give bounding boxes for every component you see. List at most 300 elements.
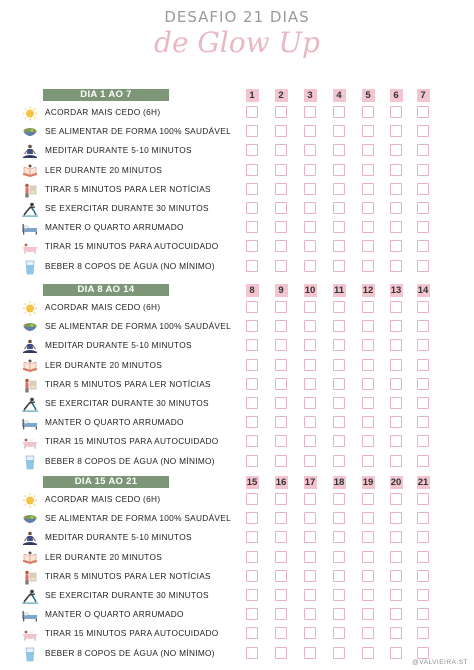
day-checkbox[interactable] — [390, 455, 402, 467]
day-checkbox[interactable] — [246, 339, 258, 351]
day-checkbox[interactable] — [275, 397, 287, 409]
task-row — [0, 414, 474, 433]
task-row — [0, 433, 474, 452]
day-checkbox[interactable] — [417, 320, 429, 332]
day-checkbox[interactable] — [417, 106, 429, 118]
day-checkbox[interactable] — [417, 493, 429, 505]
day-checkbox[interactable] — [246, 202, 258, 214]
day-checkbox[interactable] — [275, 183, 287, 195]
day-checkbox[interactable] — [417, 359, 429, 371]
task-label: LER DURANTE 20 MINUTOS — [45, 551, 163, 562]
day-checkbox[interactable] — [362, 106, 374, 118]
day-checkbox[interactable] — [417, 339, 429, 351]
day-checkbox[interactable] — [333, 183, 345, 195]
task-row — [0, 549, 474, 568]
day-checkbox[interactable] — [275, 144, 287, 156]
day-checkbox[interactable] — [275, 125, 287, 137]
day-checkbox[interactable] — [275, 359, 287, 371]
task-row — [0, 568, 474, 587]
task-row — [0, 318, 474, 337]
task-row — [0, 606, 474, 625]
day-checkbox[interactable] — [246, 221, 258, 233]
day-number: 12 — [362, 285, 374, 296]
day-checkbox[interactable] — [304, 359, 316, 371]
bathtub-icon — [22, 435, 38, 450]
day-checkbox[interactable] — [333, 589, 345, 601]
task-label: MANTER O QUARTO ARRUMADO — [45, 417, 184, 428]
day-checkbox[interactable] — [275, 455, 287, 467]
day-checkbox[interactable] — [275, 512, 287, 524]
day-checkbox[interactable] — [333, 608, 345, 620]
section-days-1 — [0, 89, 474, 277]
day-number: 9 — [275, 284, 288, 297]
day-checkbox[interactable] — [304, 493, 316, 505]
day-number: 19 — [362, 477, 374, 488]
day-checkbox[interactable] — [390, 144, 402, 156]
task-row — [0, 529, 474, 548]
section-label: DIA 8 AO 14 — [43, 284, 169, 296]
task-label: ACORDAR MAIS CEDO (6H) — [45, 494, 161, 504]
day-checkbox[interactable] — [333, 359, 345, 371]
day-checkbox[interactable] — [304, 551, 316, 563]
day-checkbox[interactable] — [417, 608, 429, 620]
day-checkbox[interactable] — [333, 106, 345, 118]
day-checkbox[interactable] — [333, 301, 345, 313]
day-checkbox[interactable] — [275, 589, 287, 601]
day-checkbox[interactable] — [362, 647, 374, 659]
day-checkbox[interactable] — [390, 260, 402, 272]
day-checkbox[interactable] — [362, 627, 374, 639]
day-checkbox[interactable] — [362, 493, 374, 505]
task-row — [0, 181, 474, 200]
day-checkbox[interactable] — [246, 397, 258, 409]
day-checkbox[interactable] — [362, 221, 374, 233]
day-checkbox[interactable] — [390, 202, 402, 214]
exercise-icon — [22, 202, 38, 217]
water-glass-icon — [22, 260, 38, 275]
day-checkbox[interactable] — [304, 608, 316, 620]
day-checkbox[interactable] — [390, 125, 402, 137]
day-checkbox[interactable] — [362, 435, 374, 447]
day-checkbox[interactable] — [304, 378, 316, 390]
day-checkbox[interactable] — [304, 570, 316, 582]
day-checkbox[interactable] — [304, 455, 316, 467]
day-checkbox[interactable] — [246, 627, 258, 639]
day-checkbox[interactable] — [362, 240, 374, 252]
task-label: TIRAR 5 MINUTOS PARA LER NOTÍCIAS — [45, 183, 211, 194]
task-label: TIRAR 5 MINUTOS PARA LER NOTÍCIAS — [45, 570, 211, 581]
day-checkbox[interactable] — [390, 339, 402, 351]
day-checkbox[interactable] — [246, 570, 258, 582]
day-checkbox[interactable] — [417, 378, 429, 390]
bed-icon — [22, 221, 38, 236]
day-checkbox[interactable] — [390, 570, 402, 582]
day-checkbox[interactable] — [304, 339, 316, 351]
task-label: MANTER O QUARTO ARRUMADO — [45, 222, 184, 233]
day-checkbox[interactable] — [390, 240, 402, 252]
day-checkbox[interactable] — [246, 435, 258, 447]
open-book-icon — [22, 164, 38, 179]
day-checkbox[interactable] — [390, 221, 402, 233]
day-checkbox[interactable] — [333, 240, 345, 252]
day-checkbox[interactable] — [275, 221, 287, 233]
task-row — [0, 200, 474, 219]
day-checkbox[interactable] — [333, 551, 345, 563]
day-checkbox[interactable] — [304, 416, 316, 428]
person-reading-icon — [22, 183, 38, 198]
task-label: SE EXERCITAR DURANTE 30 MINUTOS — [45, 203, 209, 213]
day-checkbox[interactable] — [333, 627, 345, 639]
day-checkbox[interactable] — [304, 320, 316, 332]
day-checkbox[interactable] — [417, 589, 429, 601]
day-checkbox[interactable] — [304, 531, 316, 543]
day-checkbox[interactable] — [333, 397, 345, 409]
page-subtitle: de Glow Up — [154, 26, 320, 59]
day-checkbox[interactable] — [417, 512, 429, 524]
task-label: SE ALIMENTAR DE FORMA 100% SAUDÁVEL — [45, 321, 232, 332]
day-checkbox[interactable] — [275, 435, 287, 447]
day-checkbox[interactable] — [417, 144, 429, 156]
author-handle: @VALVIEIRA.ST — [412, 659, 468, 666]
day-checkbox[interactable] — [417, 301, 429, 313]
day-checkbox[interactable] — [417, 397, 429, 409]
day-checkbox[interactable] — [333, 164, 345, 176]
day-number: 21 — [417, 477, 429, 488]
day-number: 3 — [304, 89, 317, 102]
day-number: 15 — [246, 477, 258, 488]
day-checkbox[interactable] — [304, 260, 316, 272]
day-checkbox[interactable] — [362, 164, 374, 176]
day-checkbox[interactable] — [304, 164, 316, 176]
page-title: DESAFIO 21 DIAS — [164, 8, 310, 26]
bathtub-icon — [22, 240, 38, 255]
day-checkbox[interactable] — [390, 397, 402, 409]
day-checkbox[interactable] — [362, 339, 374, 351]
task-label: BEBER 8 COPOS DE ÁGUA (NO MÍNIMO) — [45, 455, 215, 466]
day-checkbox[interactable] — [275, 106, 287, 118]
task-label: LER DURANTE 20 MINUTOS — [45, 164, 163, 175]
day-number: 18 — [333, 477, 345, 488]
water-glass-icon — [22, 647, 38, 662]
day-checkbox[interactable] — [304, 589, 316, 601]
day-checkbox[interactable] — [362, 551, 374, 563]
task-label: LER DURANTE 20 MINUTOS — [45, 359, 163, 370]
day-checkbox[interactable] — [275, 378, 287, 390]
day-checkbox[interactable] — [333, 260, 345, 272]
task-row — [0, 491, 474, 510]
day-number: 16 — [275, 477, 287, 488]
day-checkbox[interactable] — [246, 125, 258, 137]
day-number: 6 — [390, 89, 403, 102]
task-label: ACORDAR MAIS CEDO (6H) — [45, 302, 161, 312]
day-checkbox[interactable] — [417, 435, 429, 447]
section-days-2 — [0, 284, 474, 472]
day-checkbox[interactable] — [246, 378, 258, 390]
day-checkbox[interactable] — [275, 570, 287, 582]
sun-icon — [22, 493, 38, 508]
day-checkbox[interactable] — [246, 589, 258, 601]
sun-icon — [22, 301, 38, 316]
task-label: MEDITAR DURANTE 5-10 MINUTOS — [45, 145, 192, 156]
day-checkbox[interactable] — [390, 435, 402, 447]
exercise-icon — [22, 397, 38, 412]
day-checkbox[interactable] — [333, 647, 345, 659]
task-row — [0, 123, 474, 142]
day-checkbox[interactable] — [304, 144, 316, 156]
day-checkbox[interactable] — [275, 647, 287, 659]
task-row — [0, 357, 474, 376]
task-label: SE ALIMENTAR DE FORMA 100% SAUDÁVEL — [45, 126, 232, 137]
day-checkbox[interactable] — [390, 647, 402, 659]
day-checkbox[interactable] — [246, 301, 258, 313]
day-checkbox[interactable] — [246, 320, 258, 332]
day-number: 20 — [390, 477, 402, 488]
sun-icon — [22, 106, 38, 121]
day-checkbox[interactable] — [333, 416, 345, 428]
task-row — [0, 238, 474, 257]
day-number: 13 — [390, 285, 402, 296]
task-label: SE ALIMENTAR DE FORMA 100% SAUDÁVEL — [45, 513, 232, 524]
day-checkbox[interactable] — [333, 144, 345, 156]
day-checkbox[interactable] — [362, 125, 374, 137]
day-number: 2 — [275, 89, 288, 102]
day-checkbox[interactable] — [417, 125, 429, 137]
day-checkbox[interactable] — [390, 359, 402, 371]
day-checkbox[interactable] — [246, 608, 258, 620]
task-label: MANTER O QUARTO ARRUMADO — [45, 609, 184, 620]
day-checkbox[interactable] — [390, 106, 402, 118]
day-checkbox[interactable] — [390, 320, 402, 332]
day-checkbox[interactable] — [246, 260, 258, 272]
day-checkbox[interactable] — [417, 455, 429, 467]
day-checkbox[interactable] — [275, 339, 287, 351]
day-checkbox[interactable] — [333, 221, 345, 233]
section-label: DIA 1 AO 7 — [43, 89, 169, 101]
day-checkbox[interactable] — [304, 647, 316, 659]
day-checkbox[interactable] — [362, 320, 374, 332]
task-row — [0, 104, 474, 123]
day-checkbox[interactable] — [304, 221, 316, 233]
day-checkbox[interactable] — [417, 221, 429, 233]
day-checkbox[interactable] — [362, 531, 374, 543]
day-checkbox[interactable] — [390, 589, 402, 601]
task-row — [0, 395, 474, 414]
day-checkbox[interactable] — [246, 551, 258, 563]
day-checkbox[interactable] — [246, 493, 258, 505]
water-glass-icon — [22, 455, 38, 470]
day-number: 1 — [246, 89, 259, 102]
day-checkbox[interactable] — [417, 647, 429, 659]
day-checkbox[interactable] — [417, 531, 429, 543]
day-number: 4 — [333, 89, 346, 102]
day-checkbox[interactable] — [362, 359, 374, 371]
day-checkbox[interactable] — [304, 240, 316, 252]
day-checkbox[interactable] — [362, 301, 374, 313]
day-checkbox[interactable] — [417, 570, 429, 582]
day-checkbox[interactable] — [246, 647, 258, 659]
day-checkbox[interactable] — [417, 551, 429, 563]
day-checkbox[interactable] — [246, 512, 258, 524]
person-reading-icon — [22, 570, 38, 585]
day-number: 11 — [333, 285, 345, 296]
day-checkbox[interactable] — [333, 455, 345, 467]
task-row — [0, 219, 474, 238]
day-checkbox[interactable] — [246, 531, 258, 543]
day-checkbox[interactable] — [362, 202, 374, 214]
day-checkbox[interactable] — [390, 301, 402, 313]
meditation-icon — [22, 531, 38, 546]
day-checkbox[interactable] — [304, 106, 316, 118]
day-checkbox[interactable] — [246, 164, 258, 176]
exercise-icon — [22, 589, 38, 604]
task-row — [0, 376, 474, 395]
day-checkbox[interactable] — [304, 512, 316, 524]
day-checkbox[interactable] — [362, 455, 374, 467]
day-checkbox[interactable] — [362, 144, 374, 156]
day-checkbox[interactable] — [390, 493, 402, 505]
task-label: BEBER 8 COPOS DE ÁGUA (NO MÍNIMO) — [45, 647, 215, 658]
task-row — [0, 299, 474, 318]
day-checkbox[interactable] — [304, 125, 316, 137]
day-checkbox[interactable] — [390, 531, 402, 543]
task-row — [0, 510, 474, 529]
task-row — [0, 162, 474, 181]
day-checkbox[interactable] — [246, 144, 258, 156]
day-checkbox[interactable] — [417, 240, 429, 252]
day-number: 14 — [417, 285, 429, 296]
open-book-icon — [22, 551, 38, 566]
day-number: 7 — [417, 89, 430, 102]
section-label: DIA 15 AO 21 — [43, 476, 169, 488]
day-checkbox[interactable] — [275, 260, 287, 272]
day-checkbox[interactable] — [333, 531, 345, 543]
day-checkbox[interactable] — [390, 608, 402, 620]
day-number: 8 — [246, 284, 259, 297]
day-checkbox[interactable] — [275, 202, 287, 214]
day-checkbox[interactable] — [390, 416, 402, 428]
day-checkbox[interactable] — [333, 125, 345, 137]
task-row — [0, 258, 474, 277]
day-checkbox[interactable] — [304, 202, 316, 214]
day-checkbox[interactable] — [362, 608, 374, 620]
section-days-3 — [0, 476, 474, 664]
task-label: TIRAR 15 MINUTOS PARA AUTOCUIDADO — [45, 628, 219, 639]
task-label: ACORDAR MAIS CEDO (6H) — [45, 107, 161, 117]
day-number: 17 — [304, 477, 316, 488]
day-checkbox[interactable] — [304, 435, 316, 447]
day-number: 5 — [362, 89, 375, 102]
day-checkbox[interactable] — [390, 164, 402, 176]
day-checkbox[interactable] — [333, 378, 345, 390]
open-book-icon — [22, 359, 38, 374]
day-checkbox[interactable] — [333, 435, 345, 447]
day-checkbox[interactable] — [275, 240, 287, 252]
meditation-icon — [22, 339, 38, 354]
task-label: TIRAR 15 MINUTOS PARA AUTOCUIDADO — [45, 436, 219, 447]
day-checkbox[interactable] — [390, 627, 402, 639]
day-checkbox[interactable] — [362, 378, 374, 390]
task-row — [0, 453, 474, 472]
day-checkbox[interactable] — [275, 627, 287, 639]
salad-bowl-icon — [22, 125, 38, 140]
day-checkbox[interactable] — [417, 627, 429, 639]
day-checkbox[interactable] — [246, 455, 258, 467]
day-checkbox[interactable] — [333, 320, 345, 332]
task-label: SE EXERCITAR DURANTE 30 MINUTOS — [45, 398, 209, 408]
person-reading-icon — [22, 378, 38, 393]
day-checkbox[interactable] — [417, 164, 429, 176]
salad-bowl-icon — [22, 512, 38, 527]
bathtub-icon — [22, 627, 38, 642]
day-checkbox[interactable] — [390, 512, 402, 524]
task-row — [0, 645, 474, 664]
task-label: SE EXERCITAR DURANTE 30 MINUTOS — [45, 590, 209, 600]
day-checkbox[interactable] — [304, 627, 316, 639]
meditation-icon — [22, 144, 38, 159]
day-checkbox[interactable] — [417, 416, 429, 428]
day-checkbox[interactable] — [390, 378, 402, 390]
day-checkbox[interactable] — [275, 301, 287, 313]
task-label: MEDITAR DURANTE 5-10 MINUTOS — [45, 532, 192, 543]
task-row — [0, 142, 474, 161]
day-checkbox[interactable] — [390, 551, 402, 563]
day-checkbox[interactable] — [333, 339, 345, 351]
day-checkbox[interactable] — [304, 183, 316, 195]
day-checkbox[interactable] — [417, 202, 429, 214]
task-label: TIRAR 15 MINUTOS PARA AUTOCUIDADO — [45, 241, 219, 252]
day-checkbox[interactable] — [275, 164, 287, 176]
day-checkbox[interactable] — [246, 240, 258, 252]
day-checkbox[interactable] — [275, 531, 287, 543]
day-checkbox[interactable] — [417, 183, 429, 195]
day-checkbox[interactable] — [275, 608, 287, 620]
day-checkbox[interactable] — [333, 512, 345, 524]
task-row — [0, 587, 474, 606]
day-checkbox[interactable] — [304, 301, 316, 313]
day-checkbox[interactable] — [246, 106, 258, 118]
bed-icon — [22, 608, 38, 623]
day-checkbox[interactable] — [333, 202, 345, 214]
day-checkbox[interactable] — [362, 570, 374, 582]
task-label: BEBER 8 COPOS DE ÁGUA (NO MÍNIMO) — [45, 260, 215, 271]
task-row — [0, 337, 474, 356]
salad-bowl-icon — [22, 320, 38, 335]
task-label: MEDITAR DURANTE 5-10 MINUTOS — [45, 340, 192, 351]
day-checkbox[interactable] — [275, 416, 287, 428]
day-checkbox[interactable] — [275, 320, 287, 332]
day-checkbox[interactable] — [362, 512, 374, 524]
day-checkbox[interactable] — [362, 397, 374, 409]
day-number: 10 — [304, 285, 316, 296]
day-checkbox[interactable] — [333, 570, 345, 582]
day-checkbox[interactable] — [275, 493, 287, 505]
day-checkbox[interactable] — [362, 589, 374, 601]
day-checkbox[interactable] — [304, 397, 316, 409]
task-label: TIRAR 5 MINUTOS PARA LER NOTÍCIAS — [45, 378, 211, 389]
day-checkbox[interactable] — [362, 416, 374, 428]
day-checkbox[interactable] — [246, 416, 258, 428]
bed-icon — [22, 416, 38, 431]
day-checkbox[interactable] — [362, 260, 374, 272]
day-checkbox[interactable] — [390, 183, 402, 195]
day-checkbox[interactable] — [275, 551, 287, 563]
day-checkbox[interactable] — [333, 493, 345, 505]
day-checkbox[interactable] — [246, 183, 258, 195]
day-checkbox[interactable] — [362, 183, 374, 195]
task-row — [0, 625, 474, 644]
day-checkbox[interactable] — [246, 359, 258, 371]
day-checkbox[interactable] — [417, 260, 429, 272]
